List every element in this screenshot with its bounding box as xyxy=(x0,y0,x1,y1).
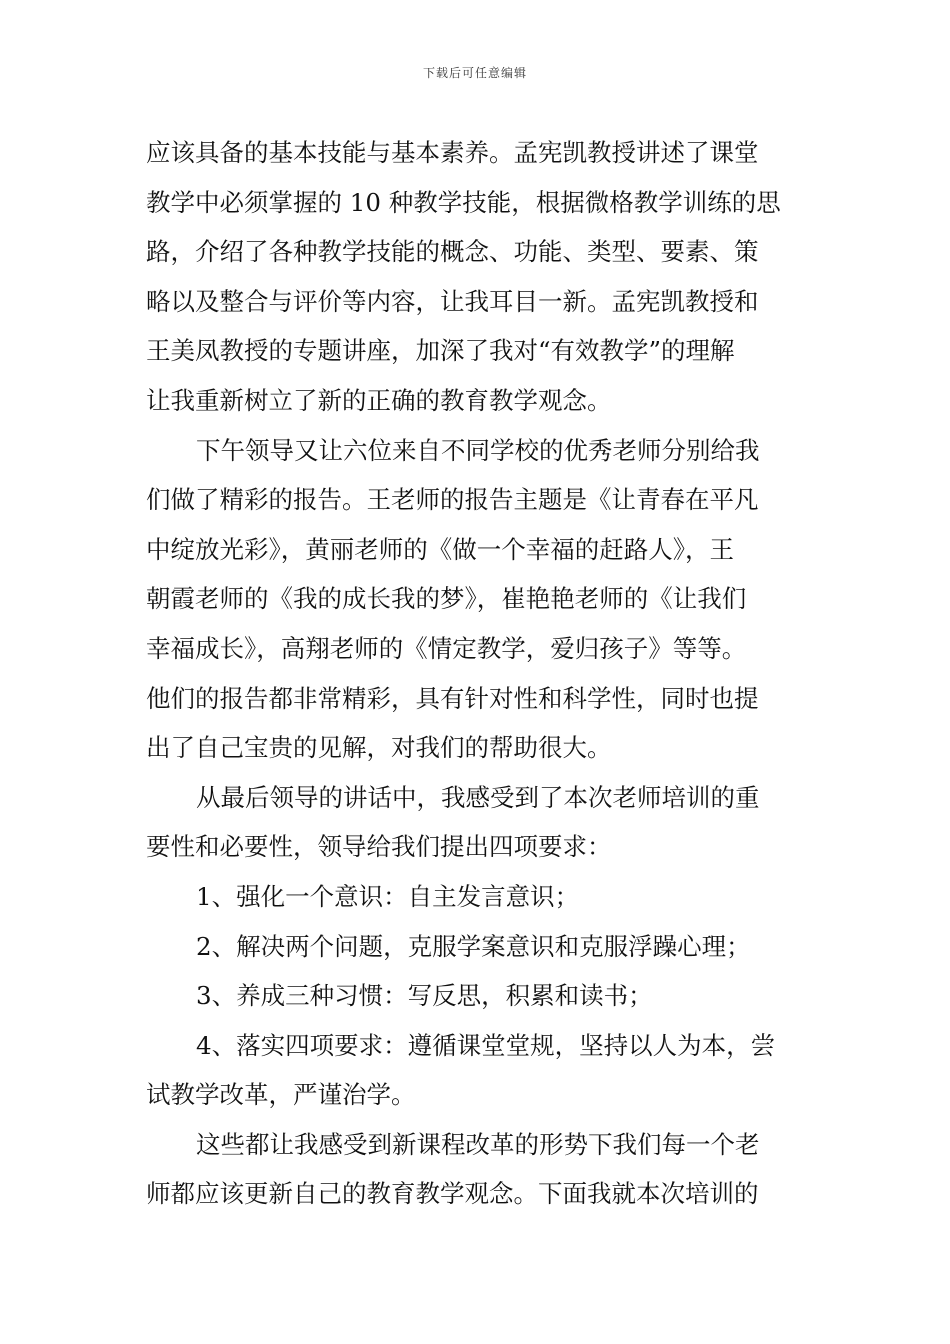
text-line: 朝霞老师的《我的成长我的梦》，崔艳艳老师的《让我们 xyxy=(146,584,747,614)
text-line: 这些都让我感受到新课程改革的形势下我们每一个老 xyxy=(196,1129,760,1159)
text-line: 要性和必要性，领导给我们提出四项要求： xyxy=(146,832,612,862)
text-line: 下午领导又让六位来自不同学校的优秀老师分别给我 xyxy=(196,435,760,465)
text-line: 教学中必须掌握的 10 种教学技能，根据微格教学训练的思 xyxy=(146,187,781,217)
text-line: 略以及整合与评价等内容，让我耳目一新。孟宪凯教授和 xyxy=(146,286,759,316)
text-line: 从最后领导的讲话中，我感受到了本次老师培训的重 xyxy=(196,782,760,812)
text-line: 让我重新树立了新的正确的教育教学观念。 xyxy=(146,385,612,415)
text-line: 中绽放光彩》，黄丽老师的《做一个幸福的赶路人》，王 xyxy=(146,534,734,564)
text-line: 幸福成长》，高翔老师的《情定教学，爱归孩子》等等。 xyxy=(146,633,747,663)
text-line: 试教学改革，严谨治学。 xyxy=(146,1080,416,1110)
text-line: 们做了精彩的报告。王老师的报告主题是《让青春在平凡 xyxy=(146,485,759,515)
text-line: 路，介绍了各种教学技能的概念、功能、类型、要素、策 xyxy=(146,237,759,267)
text-line: 师都应该更新自己的教育教学观念。下面我就本次培训的 xyxy=(146,1179,759,1209)
text-line: 1、强化一个意识：自主发言意识； xyxy=(196,881,580,911)
text-line: 王美凤教授的专题讲座，加深了我对“有效教学”的理解 xyxy=(146,336,735,366)
text-line: 2、解决两个问题，克服学案意识和克服浮躁心理； xyxy=(196,931,751,961)
text-line: 4、落实四项要求：遵循课堂堂规，坚持以人为本，尝 xyxy=(196,1030,776,1060)
text-line: 3、养成三种习惯：写反思，积累和读书； xyxy=(196,981,653,1011)
text-line: 他们的报告都非常精彩，具有针对性和科学性，同时也提 xyxy=(146,683,759,713)
document-body xyxy=(146,128,810,1219)
text-line: 出了自己宝贵的见解，对我们的帮助很大。 xyxy=(146,733,612,763)
page-header: 下载后可任意编辑 xyxy=(422,66,527,80)
text-line: 应该具备的基本技能与基本素养。孟宪凯教授讲述了课堂 xyxy=(146,138,759,167)
